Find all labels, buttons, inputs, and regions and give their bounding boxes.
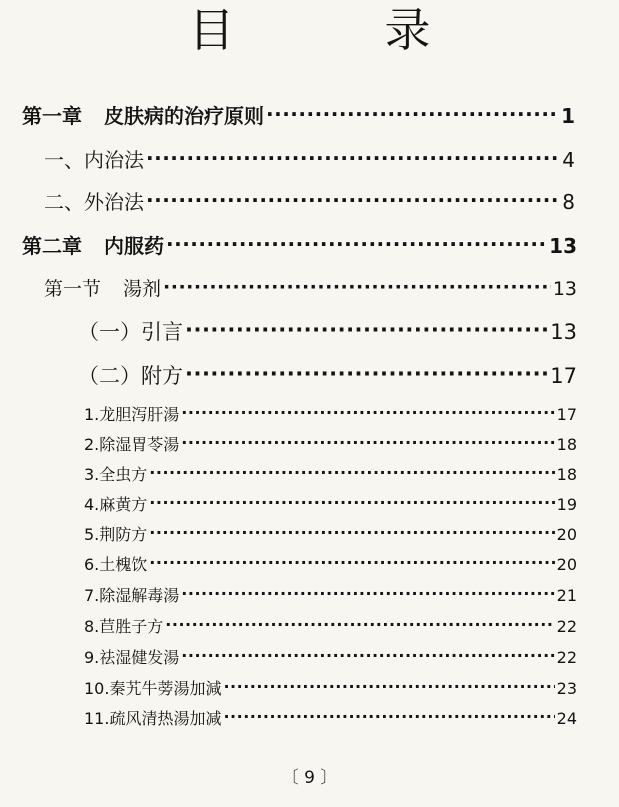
toc-entry-label: 10.秦艽牛蒡湯加減: [84, 679, 222, 698]
leader-dots: [181, 584, 554, 603]
toc-entry-recipe-9: [84, 645, 577, 668]
leader-dots: [181, 403, 554, 422]
toc-entry-page-number: 17: [556, 405, 577, 424]
toc-entry-recipe-7: [84, 583, 577, 606]
toc-entry-waizhifa: [44, 186, 575, 215]
toc-entry-recipe-4: [84, 492, 577, 515]
toc-entry-section-1: [44, 274, 577, 301]
toc-entry-page-number: 20: [556, 525, 577, 544]
toc-entry-label: 第一节 湯剂: [44, 278, 162, 300]
leader-dots: [266, 102, 559, 126]
toc-entry-label: 7.除湿解毒湯: [84, 586, 180, 605]
toc-entry-recipe-10: [84, 676, 577, 699]
toc-entry-page-number: 21: [556, 586, 577, 605]
leader-dots: [163, 276, 551, 298]
toc-entry-label: 5.荆防方: [84, 525, 148, 544]
toc-entry-page-number: 13: [549, 234, 577, 258]
toc-entry-label: 第二章 内服药: [22, 234, 164, 258]
toc-entry-fufang: [78, 360, 577, 390]
toc-entry-recipe-8: [84, 614, 577, 637]
toc-entry-recipe-3: [84, 462, 577, 485]
toc-entry-yinyan: [78, 316, 577, 346]
toc-entry-label: 一、内治法: [44, 148, 144, 172]
toc-entry-label: （一）引言: [78, 320, 183, 344]
toc-entry-page-number: 1: [561, 104, 575, 128]
toc-entry-label: 11.疏风清热湯加减: [84, 709, 222, 728]
leader-dots: [149, 553, 554, 572]
leader-dots: [149, 523, 554, 542]
toc-entry-page-number: 8: [562, 190, 575, 214]
leader-dots: [166, 232, 547, 256]
leader-dots: [149, 463, 554, 482]
toc-entry-label: 二、外治法: [44, 190, 144, 214]
toc-entry-label: 第一章 皮肤病的治疗原则: [22, 104, 264, 128]
toc-entry-recipe-2: [84, 432, 577, 455]
toc-entry-page-number: 13: [550, 320, 577, 344]
page-number-footer: 〔 9 〕: [281, 768, 338, 788]
toc-entry-neizhifa: [44, 144, 575, 173]
leader-dots: [185, 318, 548, 342]
toc-entry-recipe-11: [84, 706, 577, 729]
toc-entry-page-number: 13: [552, 278, 577, 300]
toc-entry-label: 9.祛湿健发湯: [84, 648, 180, 667]
toc-entry-label: 2.除湿胃苓湯: [84, 435, 180, 454]
toc-entry-page-number: 18: [556, 435, 577, 454]
toc-entry-page-number: 24: [556, 709, 577, 728]
toc-entry-page-number: 20: [556, 555, 577, 574]
leader-dots: [223, 707, 554, 726]
toc-entry-page-number: 23: [556, 679, 577, 698]
toc-entry-page-number: 22: [556, 648, 577, 667]
toc-entry-label: 1.龙胆泻肝湯: [84, 405, 180, 424]
toc-entry-page-number: 19: [556, 495, 577, 514]
toc-entry-label: 3.全虫方: [84, 465, 148, 484]
toc-entry-recipe-1: [84, 402, 577, 425]
toc-entry-chapter-1: [22, 100, 575, 129]
toc-entry-label: 6.土槐饮: [84, 555, 148, 574]
leader-dots: [165, 615, 554, 634]
toc-entry-recipe-5: [84, 522, 577, 545]
toc-entry-chapter-2: [22, 230, 577, 259]
leader-dots: [185, 362, 548, 386]
leader-dots: [181, 433, 554, 452]
toc-entry-label: 8.苣胜子方: [84, 617, 164, 636]
page-title: 目 录: [188, 3, 483, 57]
leader-dots: [181, 646, 554, 665]
toc-entry-page-number: 4: [562, 148, 575, 172]
leader-dots: [146, 188, 560, 212]
toc-entry-page-number: 17: [550, 364, 577, 388]
toc-entry-page-number: 22: [556, 617, 577, 636]
toc-entry-recipe-6: [84, 552, 577, 575]
leader-dots: [146, 146, 560, 170]
toc-entry-page-number: 18: [556, 465, 577, 484]
leader-dots: [223, 677, 554, 696]
leader-dots: [149, 493, 554, 512]
toc-entry-label: 4.麻黄方: [84, 495, 148, 514]
toc-entry-label: （二）附方: [78, 364, 183, 388]
